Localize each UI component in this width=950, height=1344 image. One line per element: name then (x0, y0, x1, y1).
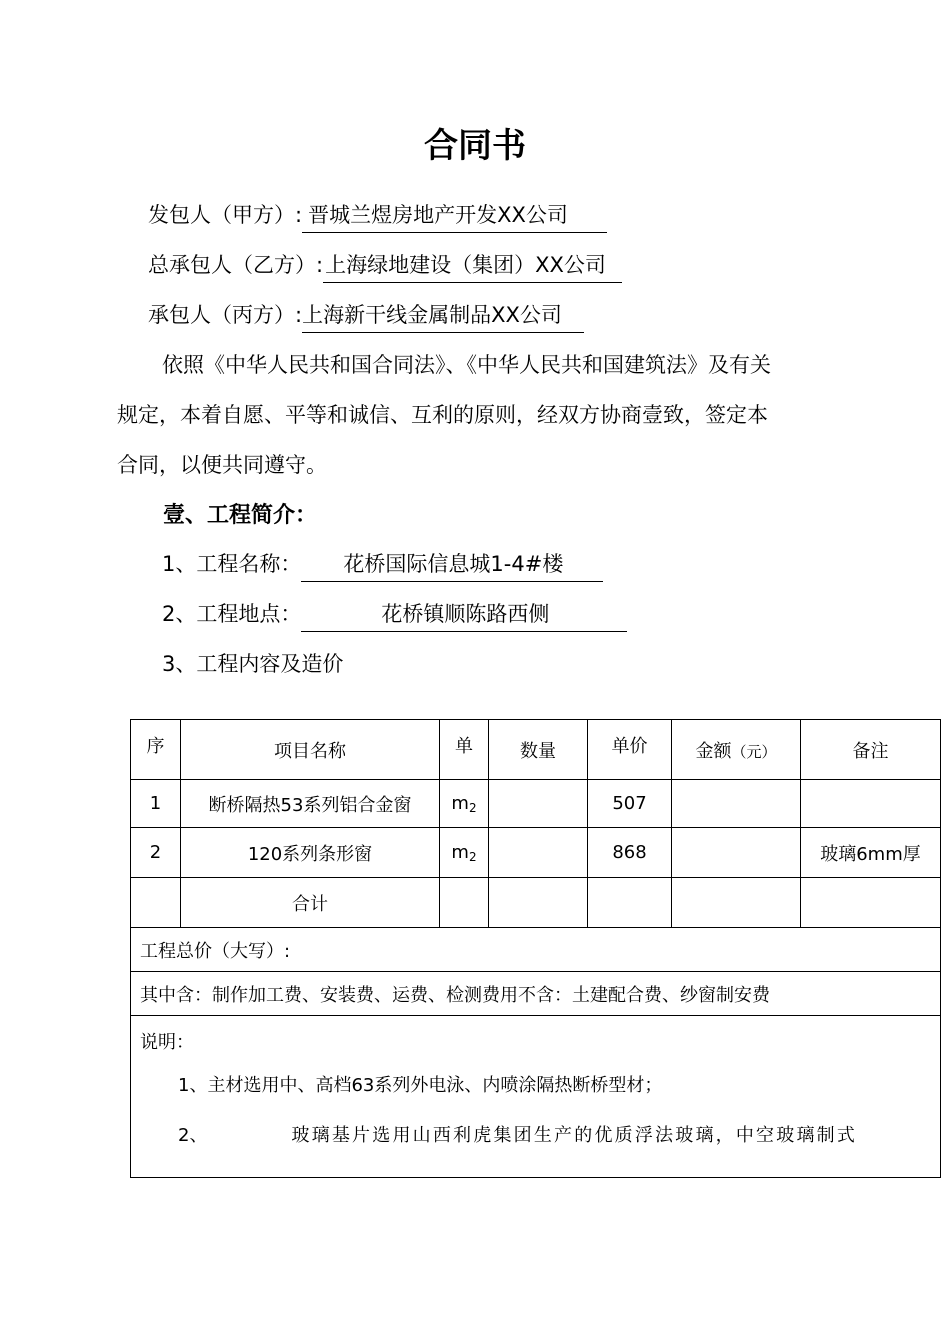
note-2-number: 2、 (178, 1125, 208, 1146)
price-table (130, 719, 941, 1178)
note-2-text: 玻璃基片选用山西利虎集团生产的优质浮法玻璃，中空玻璃制式 (291, 1125, 858, 1146)
header-amount (672, 720, 801, 780)
header-qty: 数量 (489, 720, 588, 780)
row-qty (489, 828, 588, 878)
includes-text: 其中含：制作加工费、安装费、运费、检测费用不含：土建配合费、纱窗制安费 (131, 972, 941, 1016)
row-seq: 1 (131, 780, 181, 828)
project-name-value: 花桥国际信息城1-4#楼 (301, 549, 603, 582)
row-qty (489, 780, 588, 828)
party-a-label: 发包人（甲方）: (148, 203, 303, 227)
row-seq: 2 (131, 828, 181, 878)
header-seq: 序 (131, 720, 181, 780)
row-name: 断桥隔热53系列铝合金窗 (181, 780, 440, 828)
project-location-line (162, 599, 627, 632)
header-amount-label: 金额 (695, 740, 732, 762)
row-amount (672, 828, 801, 878)
notes-row (131, 1016, 941, 1178)
party-b-label: 总承包人（乙方）: (148, 253, 324, 277)
notes-cell (131, 1016, 941, 1178)
header-remark: 备注 (801, 720, 941, 780)
total-unit-cell (440, 878, 489, 928)
project-name-line (162, 549, 603, 582)
row-price: 868 (588, 828, 672, 878)
document-title: 合同书 (424, 126, 526, 166)
total-price-label: 工程总价（大写）: (131, 928, 941, 972)
table-header-row (131, 720, 941, 780)
project-content-label: 3、工程内容及造价 (162, 652, 344, 676)
total-remark-cell (801, 878, 941, 928)
total-amount-cell (672, 878, 801, 928)
row-amount (672, 780, 801, 828)
table-total-row (131, 878, 941, 928)
unit-text: m (451, 792, 469, 814)
notes-label: 说明： (140, 1032, 194, 1053)
row-remark (801, 780, 941, 828)
preamble-line-3: 合同，以便共同遵守。 (117, 453, 327, 477)
party-c-line (148, 300, 584, 333)
total-seq-cell (131, 878, 181, 928)
unit-subscript: 2 (468, 849, 477, 864)
total-price-row (131, 928, 941, 972)
party-c-label: 承包人（丙方）: (148, 303, 303, 327)
total-qty-cell (489, 878, 588, 928)
table-row (131, 828, 941, 878)
row-unit (440, 780, 489, 828)
unit-text: m (451, 841, 469, 863)
row-name: 120系列条形窗 (181, 828, 440, 878)
includes-row (131, 972, 941, 1016)
party-a-line (148, 200, 607, 233)
project-name-label: 1、工程名称： (162, 552, 302, 576)
preamble-line-1: 依照《中华人民共和国合同法》、《中华人民共和国建筑法》及有关 (162, 353, 771, 377)
party-a-value: 晋城兰煜房地产开发XX公司 (302, 200, 607, 233)
project-location-label: 2、工程地点： (162, 602, 302, 626)
table-row (131, 780, 941, 828)
header-name: 项目名称 (181, 720, 440, 780)
project-location-value: 花桥镇顺陈路西侧 (301, 599, 627, 632)
row-unit (440, 828, 489, 878)
header-price: 单价 (588, 720, 672, 780)
total-price-cell (588, 878, 672, 928)
header-amount-unit: （元） (731, 742, 777, 761)
row-price: 507 (588, 780, 672, 828)
header-unit: 单 (440, 720, 489, 780)
party-c-value: 上海新干线金属制品XX公司 (302, 300, 584, 333)
preamble-line-2: 规定，本着自愿、平等和诚信、互利的原则，经双方协商壹致，签定本 (117, 403, 768, 427)
unit-subscript: 2 (468, 800, 477, 815)
row-remark: 玻璃6mm厚 (801, 828, 941, 878)
note-1: 1、主材选用中、高档63系列外电泳、内喷涂隔热断桥型材； (178, 1075, 663, 1096)
party-b-line (148, 250, 622, 283)
total-label: 合计 (181, 878, 440, 928)
section-heading: 壹、工程简介： (163, 503, 318, 528)
note-2 (140, 1111, 940, 1161)
party-b-value: 上海绿地建设（集团）XX公司 (323, 250, 622, 283)
